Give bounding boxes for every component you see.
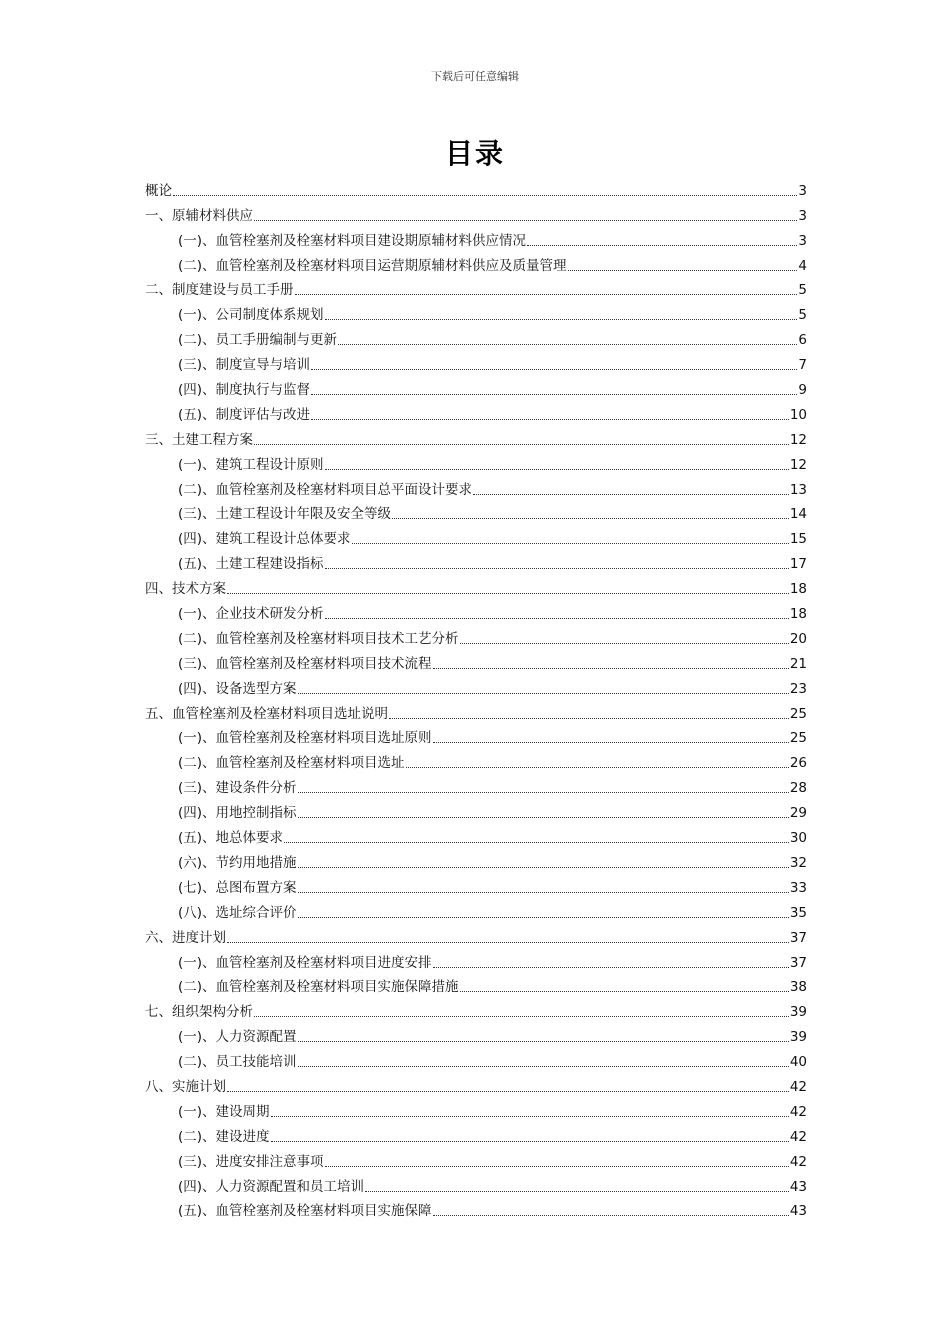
dot-leader xyxy=(271,1115,789,1117)
toc-entry-page-number: 10 xyxy=(789,406,807,423)
toc-entry-label: 七、组织架构分析 xyxy=(145,1004,253,1021)
toc-entry-label: (四)、制度执行与监督 xyxy=(178,382,311,399)
page-header: 下载后可任意编辑 xyxy=(431,70,519,83)
dot-leader xyxy=(433,741,789,743)
toc-entry[interactable] xyxy=(145,822,807,847)
dot-leader xyxy=(227,1090,789,1092)
toc-entry-label: (二)、员工技能培训 xyxy=(178,1054,297,1071)
toc-entry-label: 八、实施计划 xyxy=(145,1078,226,1095)
toc-entry[interactable] xyxy=(145,1046,807,1071)
toc-entry-label: 一、原辅材料供应 xyxy=(145,207,253,224)
toc-entry-label: (四)、人力资源配置和员工培训 xyxy=(178,1178,365,1195)
toc-entry-label: (一)、血管栓塞剂及栓塞材料项目进度安排 xyxy=(178,954,432,971)
toc-entry-page-number: 15 xyxy=(789,531,807,548)
dot-leader xyxy=(460,990,789,992)
dot-leader xyxy=(298,692,789,694)
toc-entry-page-number: 4 xyxy=(798,257,807,274)
dot-leader xyxy=(298,891,789,893)
dot-leader xyxy=(325,567,789,569)
toc-entry[interactable] xyxy=(145,399,807,424)
toc-entry[interactable] xyxy=(145,847,807,872)
toc-entry[interactable] xyxy=(145,324,807,349)
toc-entry[interactable] xyxy=(145,972,807,997)
toc-entry-page-number: 26 xyxy=(789,755,807,772)
dot-leader xyxy=(311,393,797,395)
toc-entry[interactable] xyxy=(145,523,807,548)
toc-entry-label: (一)、建设周期 xyxy=(178,1103,270,1120)
toc-entry-label: (一)、公司制度体系规划 xyxy=(178,307,324,324)
toc-entry-page-number: 42 xyxy=(789,1128,807,1145)
toc-entry[interactable] xyxy=(145,374,807,399)
dot-leader xyxy=(271,1140,789,1142)
toc-entry[interactable] xyxy=(145,1121,807,1146)
toc-entry-page-number: 37 xyxy=(789,929,807,946)
toc-entry-label: (四)、建筑工程设计总体要求 xyxy=(178,531,351,548)
toc-entry-page-number: 32 xyxy=(789,854,807,871)
dot-leader xyxy=(284,841,789,843)
toc-entry-page-number: 28 xyxy=(789,780,807,797)
toc-entry[interactable] xyxy=(145,872,807,897)
dot-leader xyxy=(311,368,797,370)
table-of-contents xyxy=(145,175,807,1220)
toc-entry-page-number: 9 xyxy=(798,382,807,399)
dot-leader xyxy=(298,1065,789,1067)
toc-entry-label: (四)、用地控制指标 xyxy=(178,805,297,822)
toc-entry-page-number: 18 xyxy=(789,581,807,598)
dot-leader xyxy=(433,667,789,669)
dot-leader xyxy=(338,343,797,345)
dot-leader xyxy=(227,941,789,943)
toc-title: 目录 xyxy=(444,137,505,170)
toc-entry-label: (二)、血管栓塞剂及栓塞材料项目技术工艺分析 xyxy=(178,630,459,647)
toc-entry[interactable] xyxy=(145,1146,807,1171)
toc-entry-label: (二)、血管栓塞剂及栓塞材料项目选址 xyxy=(178,755,405,772)
toc-entry-label: 二、制度建设与员工手册 xyxy=(145,282,294,299)
toc-entry-label: (二)、血管栓塞剂及栓塞材料项目实施保障措施 xyxy=(178,979,459,996)
toc-entry-page-number: 20 xyxy=(789,630,807,647)
toc-entry-label: (四)、设备选型方案 xyxy=(178,680,297,697)
toc-entry[interactable] xyxy=(145,548,807,573)
dot-leader xyxy=(254,443,789,445)
toc-entry-page-number: 12 xyxy=(789,456,807,473)
toc-entry[interactable] xyxy=(145,772,807,797)
toc-entry[interactable] xyxy=(145,698,807,723)
toc-entry-page-number: 3 xyxy=(798,232,807,249)
toc-entry-label: (三)、建设条件分析 xyxy=(178,780,297,797)
toc-entry-label: 四、技术方案 xyxy=(145,581,226,598)
toc-entry[interactable] xyxy=(145,922,807,947)
toc-entry-label: (七)、总图布置方案 xyxy=(178,879,297,896)
dot-leader xyxy=(389,717,789,719)
toc-entry[interactable] xyxy=(145,175,807,200)
toc-entry[interactable] xyxy=(145,424,807,449)
dot-leader xyxy=(406,766,789,768)
toc-entry-page-number: 5 xyxy=(798,307,807,324)
toc-entry[interactable] xyxy=(145,747,807,772)
toc-entry[interactable] xyxy=(145,996,807,1021)
toc-entry-label: (一)、血管栓塞剂及栓塞材料项目选址原则 xyxy=(178,730,432,747)
toc-entry-label: 三、土建工程方案 xyxy=(145,431,253,448)
toc-entry-label: (二)、建设进度 xyxy=(178,1128,270,1145)
toc-entry[interactable] xyxy=(145,797,807,822)
dot-leader xyxy=(298,866,789,868)
dot-leader xyxy=(365,1190,789,1192)
dot-leader xyxy=(460,642,789,644)
toc-entry[interactable] xyxy=(145,225,807,250)
toc-entry-page-number: 30 xyxy=(789,830,807,847)
toc-entry-label: (三)、血管栓塞剂及栓塞材料项目技术流程 xyxy=(178,655,432,672)
dot-leader xyxy=(311,418,789,420)
toc-entry-page-number: 35 xyxy=(789,904,807,921)
toc-entry-page-number: 38 xyxy=(789,979,807,996)
toc-entry-page-number: 25 xyxy=(789,705,807,722)
dot-leader xyxy=(325,1165,789,1167)
toc-entry[interactable] xyxy=(145,897,807,922)
dot-leader xyxy=(325,468,789,470)
toc-entry-label: 六、进度计划 xyxy=(145,929,226,946)
toc-entry[interactable] xyxy=(145,623,807,648)
toc-entry-page-number: 42 xyxy=(789,1078,807,1095)
toc-entry[interactable] xyxy=(145,673,807,698)
dot-leader xyxy=(298,791,789,793)
toc-entry-label: (一)、建筑工程设计原则 xyxy=(178,456,324,473)
dot-leader xyxy=(325,617,789,619)
toc-entry[interactable] xyxy=(145,1171,807,1196)
toc-entry-page-number: 39 xyxy=(789,1029,807,1046)
dot-leader xyxy=(392,517,789,519)
toc-entry-page-number: 13 xyxy=(789,481,807,498)
toc-entry-page-number: 17 xyxy=(789,556,807,573)
toc-entry-label: (五)、血管栓塞剂及栓塞材料项目实施保障 xyxy=(178,1203,432,1220)
dot-leader xyxy=(227,592,789,594)
toc-entry-label: (一)、血管栓塞剂及栓塞材料项目建设期原辅材料供应情况 xyxy=(178,232,527,249)
toc-entry[interactable] xyxy=(145,1096,807,1121)
dot-leader xyxy=(568,269,798,271)
dot-leader xyxy=(298,1040,789,1042)
toc-entry[interactable] xyxy=(145,250,807,275)
toc-entry-page-number: 21 xyxy=(789,655,807,672)
toc-entry-label: (二)、血管栓塞剂及栓塞材料项目总平面设计要求 xyxy=(178,481,473,498)
toc-entry-page-number: 7 xyxy=(798,357,807,374)
dot-leader xyxy=(325,318,798,320)
dot-leader xyxy=(295,293,798,295)
toc-entry-page-number: 14 xyxy=(789,506,807,523)
toc-entry-label: 概论 xyxy=(145,182,172,199)
toc-entry-page-number: 37 xyxy=(789,954,807,971)
toc-entry[interactable] xyxy=(145,598,807,623)
toc-entry[interactable] xyxy=(145,648,807,673)
dot-leader xyxy=(433,1214,789,1216)
toc-entry-page-number: 43 xyxy=(789,1178,807,1195)
toc-entry-label: (五)、制度评估与改进 xyxy=(178,406,311,423)
toc-entry-page-number: 42 xyxy=(789,1153,807,1170)
toc-entry[interactable] xyxy=(145,275,807,300)
toc-entry[interactable] xyxy=(145,200,807,225)
toc-entry[interactable] xyxy=(145,349,807,374)
toc-entry[interactable] xyxy=(145,449,807,474)
dot-leader xyxy=(473,493,789,495)
toc-entry-page-number: 29 xyxy=(789,805,807,822)
dot-leader xyxy=(527,244,797,246)
toc-entry[interactable] xyxy=(145,299,807,324)
dot-leader xyxy=(298,816,789,818)
toc-entry[interactable] xyxy=(145,947,807,972)
toc-entry[interactable] xyxy=(145,1021,807,1046)
toc-entry-label: (五)、地总体要求 xyxy=(178,830,284,847)
toc-entry-label: (三)、制度宣导与培训 xyxy=(178,357,311,374)
toc-entry-page-number: 39 xyxy=(789,1004,807,1021)
toc-entry-page-number: 25 xyxy=(789,730,807,747)
toc-entry-page-number: 42 xyxy=(789,1103,807,1120)
dot-leader xyxy=(433,966,789,968)
toc-entry-label: (六)、节约用地措施 xyxy=(178,854,297,871)
toc-entry[interactable] xyxy=(145,723,807,748)
toc-entry-page-number: 43 xyxy=(789,1203,807,1220)
toc-entry-label: (一)、企业技术研发分析 xyxy=(178,606,324,623)
toc-entry-page-number: 3 xyxy=(798,207,807,224)
toc-entry-label: (三)、土建工程设计年限及安全等级 xyxy=(178,506,392,523)
toc-entry-page-number: 33 xyxy=(789,879,807,896)
dot-leader xyxy=(254,219,797,221)
toc-entry[interactable] xyxy=(145,474,807,499)
toc-entry-label: (五)、土建工程建设指标 xyxy=(178,556,324,573)
dot-leader xyxy=(173,194,797,196)
toc-entry-label: (二)、员工手册编制与更新 xyxy=(178,332,338,349)
toc-entry-page-number: 40 xyxy=(789,1054,807,1071)
dot-leader xyxy=(298,916,789,918)
toc-entry-page-number: 3 xyxy=(798,182,807,199)
toc-entry[interactable] xyxy=(145,1071,807,1096)
toc-entry-label: (三)、进度安排注意事项 xyxy=(178,1153,324,1170)
toc-entry[interactable] xyxy=(145,499,807,524)
toc-entry-page-number: 12 xyxy=(789,431,807,448)
toc-entry[interactable] xyxy=(145,1196,807,1221)
toc-entry-label: (二)、血管栓塞剂及栓塞材料项目运营期原辅材料供应及质量管理 xyxy=(178,257,567,274)
toc-entry-page-number: 5 xyxy=(798,282,807,299)
toc-entry-page-number: 18 xyxy=(789,606,807,623)
dot-leader xyxy=(352,542,789,544)
toc-entry-label: 五、血管栓塞剂及栓塞材料项目选址说明 xyxy=(145,705,388,722)
toc-entry-page-number: 6 xyxy=(798,332,807,349)
dot-leader xyxy=(254,1015,789,1017)
toc-entry-label: (八)、选址综合评价 xyxy=(178,904,297,921)
toc-entry-label: (一)、人力资源配置 xyxy=(178,1029,297,1046)
toc-entry[interactable] xyxy=(145,573,807,598)
toc-entry-page-number: 23 xyxy=(789,680,807,697)
